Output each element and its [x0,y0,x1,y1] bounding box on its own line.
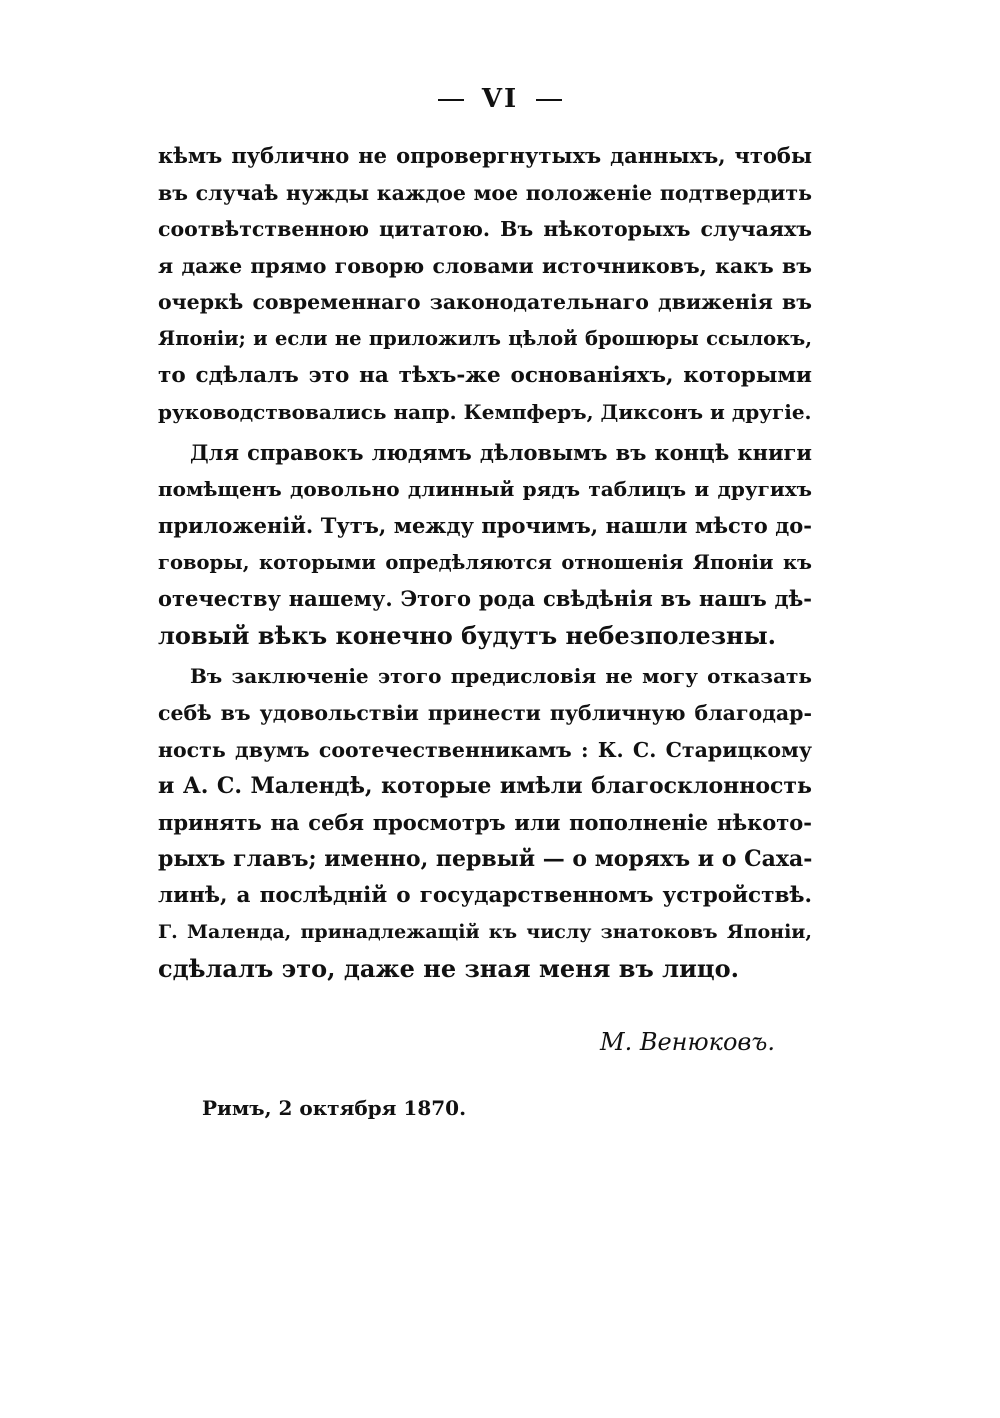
page-number: VI [481,84,519,114]
text-line: говоры, которыми опредѣляются отношенія Японіи къ [158,550,812,574]
text-line: и А. С. Малендѣ, которые имѣли благосклонность [158,773,812,800]
text-line: кѣмъ публично не опровергнутыхъ данныхъ, чтобы [158,143,812,168]
text-line: я даже прямо говорю словами источниковъ, какъ въ [158,253,812,278]
header-dash-right [536,99,562,101]
text-line: Японіи; и если не приложилъ цѣлой брошюры ссылокъ, [158,326,812,350]
text-line: ловый вѣкъ конечно будутъ небезполезны. [158,620,776,650]
text-line: въ случаѣ нужды каждое мое положеніе подтвердить [158,180,812,205]
text-line: очеркѣ современнаго законодательнаго движенія въ [158,290,812,315]
text-line: соотвѣтственною цитатою. Въ нѣкоторыхъ случаяхъ [158,217,812,242]
text-line: Для справокъ людямъ дѣловымъ въ концѣ книги [190,439,812,465]
text-line: руководствовались напр. Кемпферъ, Диксонъ и другіе. [158,400,812,425]
text-line: принять на себя просмотръ или пополненіе нѣкото- [158,809,812,835]
text-line: то сдѣлалъ это на тѣхъ-же основаніяхъ, которыми [158,362,812,388]
text-line: Въ заключеніе этого предисловія не могу отказать [190,664,812,689]
author-signature: М. Венюковъ. [600,1028,775,1056]
text-line: отечеству нашему. Этого рода свѣдѣнія въ нашъ дѣ- [158,586,812,612]
paragraph-3 [158,658,812,987]
text-line: Г. Маленда, принадлежащій къ числу знатоковъ Японіи, [158,921,812,944]
text-line: себѣ въ удовольствіи принести публичную благодар- [158,700,812,725]
place-date: Римъ, 2 октября 1870. [202,1096,467,1120]
header-dash-left [438,99,464,101]
text-line: помѣщенъ довольно длинный рядъ таблицъ и другихъ [158,477,812,502]
body-text [158,138,812,988]
paragraph-1 [158,138,812,431]
text-line: ность двумъ соотечественникамъ : К. С. Старицкому [158,737,812,762]
paragraph-2 [158,435,812,655]
text-line: рыхъ главъ; именно, первый — о моряхъ и о Саха- [158,846,812,873]
text-line: приложеній. Тутъ, между прочимъ, нашли мѣсто до- [158,512,812,538]
page-header [0,84,1000,114]
text-line: линѣ, а послѣдній о государственномъ устройствѣ. [158,882,812,908]
text-line: сдѣлалъ это, даже не зная меня въ лицо. [158,954,739,984]
